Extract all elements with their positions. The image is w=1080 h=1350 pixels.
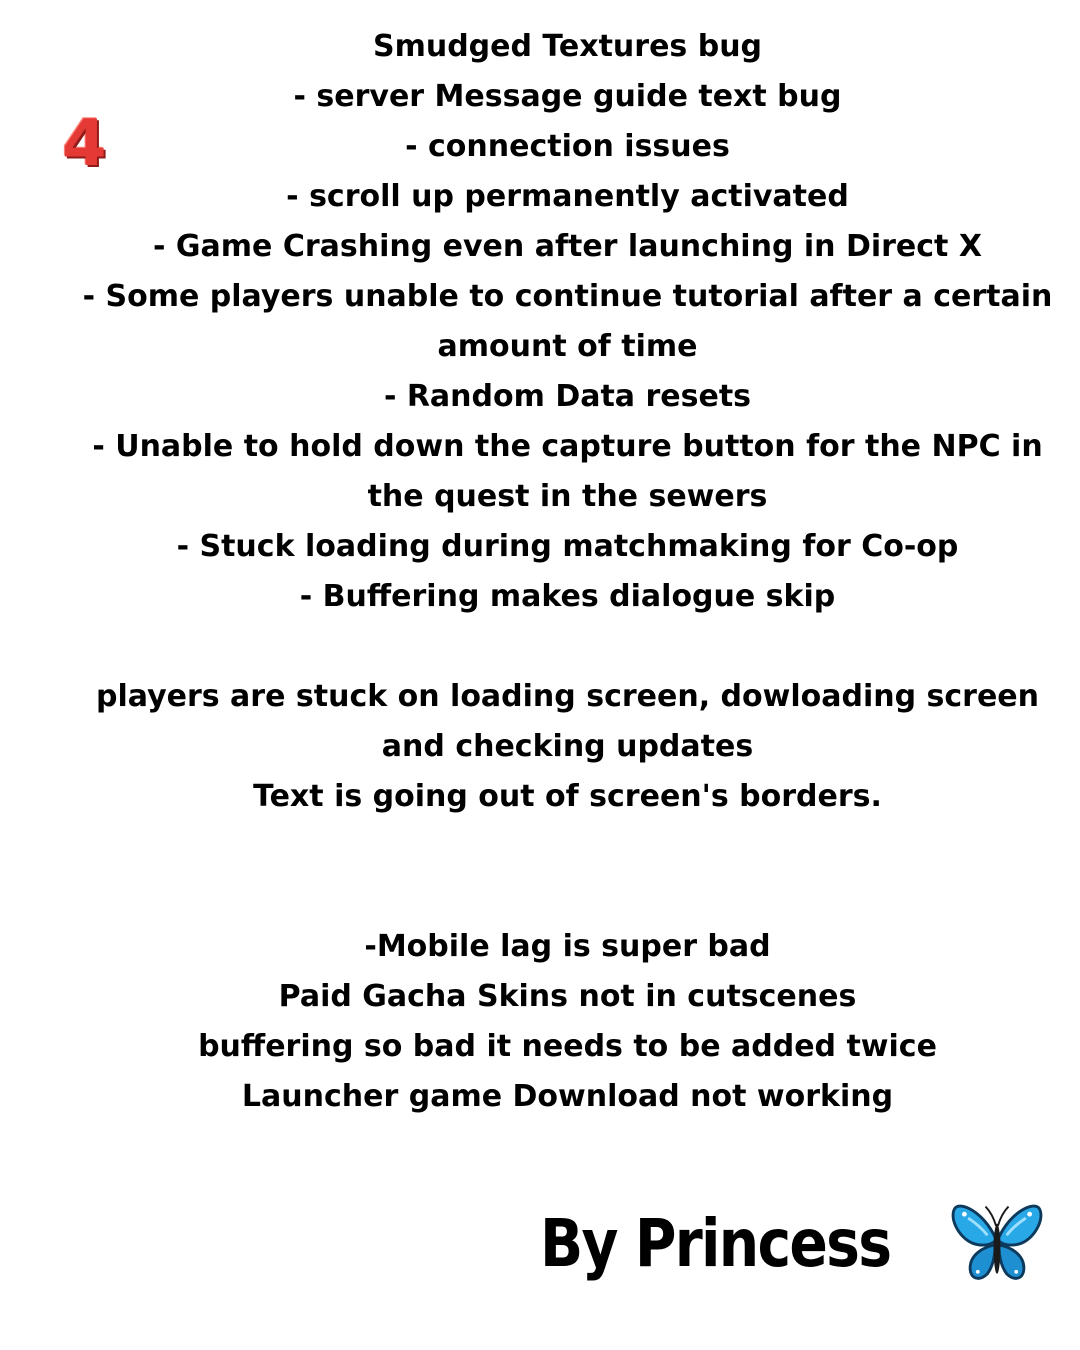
list-item: Smudged Textures bug [372, 29, 763, 64]
list-item: - Random Data resets [383, 379, 752, 414]
page-number: 4 [62, 107, 107, 181]
list-item: Launcher game Download not working [241, 1079, 894, 1114]
list-item: - Game Crashing even after launching in Direct X [153, 229, 982, 264]
bug-list [70, 22, 1065, 622]
list-item: - Stuck loading during matchmaking for Co-op [176, 529, 959, 564]
butterfly-icon [949, 1195, 1045, 1291]
signature [540, 1195, 1045, 1291]
signature-text: By Princess [540, 1204, 891, 1282]
list-item: and checking updates [381, 729, 754, 764]
list-item: players are stuck on loading screen, dowloading screen [95, 679, 1039, 714]
list-item: Text is going out of screen's borders. [253, 779, 882, 814]
list-item: - scroll up permanently activated [286, 179, 849, 214]
list-item: - server Message guide text bug [293, 79, 842, 114]
loading-issues [70, 672, 1065, 822]
list-item: Paid Gacha Skins not in cutscenes [278, 979, 857, 1014]
misc-issues [70, 922, 1065, 1122]
list-item: - Some players unable to continue tutorial after a certain amount of time [82, 279, 1053, 364]
list-item: - Buffering makes dialogue skip [299, 579, 836, 614]
list-item: buffering so bad it needs to be added twice [198, 1029, 937, 1064]
list-item: - connection issues [405, 129, 730, 164]
list-item: -Mobile lag is super bad [364, 929, 771, 964]
list-item: - Unable to hold down the capture button for the NPC in the quest in the sewers [92, 429, 1043, 514]
